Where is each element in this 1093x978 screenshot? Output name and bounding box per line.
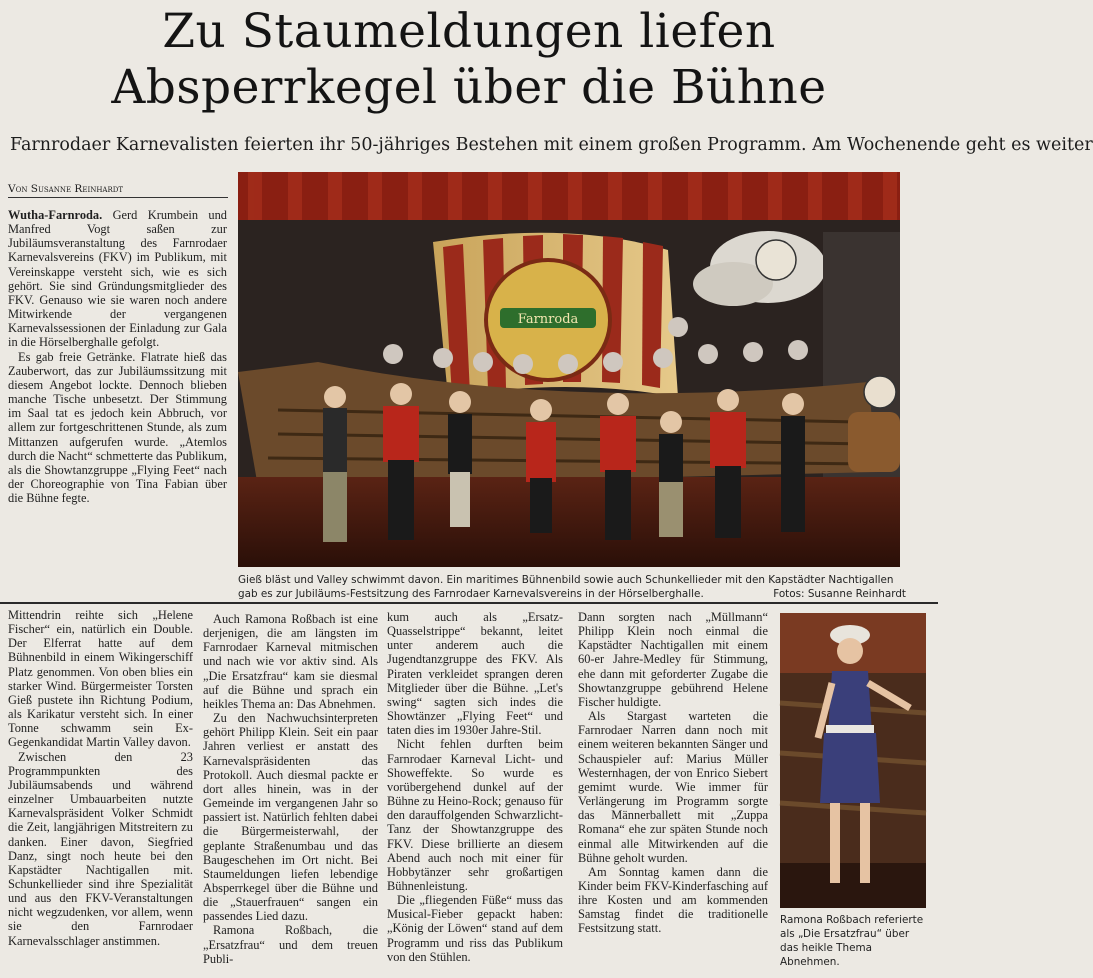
paragraph: Dann sorgten nach „Müllmann“ Philipp Klein noch einmal die Kapstädter Nachtigallen mit einem 60-er Jahre-Medley für Stimmung, ehe dann mit geforderter Zugabe die Showtanzgruppe gebührend Helene Fischer huldigte. xyxy=(578,610,768,709)
paragraph: Auch Ramona Roßbach ist eine derjenigen, die am längsten im Farnrodaer Karneval mitmischen und nach wie vor aktiv sind. Als „Die Ersatzfrau“ kam sie diesmal auf die Bühne und sprach ein heikles Thema an: Das Abnehmen. xyxy=(203,612,378,711)
column-3 xyxy=(387,610,563,976)
main-photo xyxy=(238,172,900,567)
stage-photo-illustration xyxy=(238,172,900,567)
paragraph: kum auch als „Ersatz-Quasselstrippe“ bekannt, leitet unter anderem auch die Jugendtanzgruppe des FKV. Als Piraten verkleidet sprangen deren Mitglieder über die Bühne. „Let's swing“ sagten sich indes die Showtänzer „Flying Feet“ und taten dies im 1930er Jahre-Stil. xyxy=(387,610,563,738)
paragraph: Nicht fehlen durften beim Farnrodaer Karneval Licht- und Showeffekte. So wurde es vorübergehend dunkel auf der Bühne zu Heino-Rock; genauso für den darauffolgenden Schwarzlicht-Tanz der Showtanzgruppe des FKV. Diese brillierte an diesem Abend auch noch mit einer für Hobbytänzer sehr großartigen Bühnenleistung. xyxy=(387,737,563,893)
subheadline: Farnrodaer Karnevalisten feierten ihr 50-jähriges Bestehen mit einem großen Programm. Am Wochenende geht es weiter xyxy=(10,135,1093,155)
side-photo-caption: Ramona Roßbach referierte als „Die Ersatzfrau“ über das heikle Thema Abnehmen. xyxy=(780,914,924,968)
paragraph-text: Gerd Krumbein und Manfred Vogt saßen zur Jubiläumsveranstaltung des Farnrodaer Karnevalsvereins (FKV) im Publikum, mit Vereinskappe versteht sich, wie es sich gehört. Sie sind Gründungsmitglieder des FKV. Genauso wie sie waren noch andere Mitwirkende der vergangenen Karnevalssessionen der Einladung zur Gala in die Hörselberghalle gefolgt. xyxy=(8,208,227,350)
column-4 xyxy=(578,610,768,976)
paragraph: Zu den Nachwuchsinterpreten gehört Philipp Klein. Seit ein paar Jahren verliest er anstatt des Karnevalspräsidenten das Protokoll. Auch diesmal packte er dort alles hinein, was in der Gemeinde im vergangenen Jahr so passiert ist. Natürlich fehlten dabei die Bürgermeisterwahl, der geplante Straßenumbau und das Baugeschehen im Ort nicht. Bei Staumeldungen liefen lebendige Absperrkegel über die Bühne und die „Stauerfrauen“ sangen ein passendes Lied dazu. xyxy=(203,711,378,924)
headline-line-2: Absperrkegel über die Bühne xyxy=(111,60,827,115)
performer-photo-illustration xyxy=(780,613,926,908)
sign-text: Farnroda xyxy=(517,312,579,327)
paragraph: Als Stargast warteten die Farnrodaer Narren dann noch mit einem weiteren bekannten Sänger und Schauspieler auf: Marius Müller Westernhagen, der von Enrico Siebert gemimt wurde. Wie immer für Verlängerung im Programm sorgte das Männerballett mit „Zuppa Romana“ ehe zur späten Stunde noch einmal alle Mitwirkenden auf die Bühne geholt wurden. xyxy=(578,709,768,865)
main-photo-caption xyxy=(238,574,906,601)
paragraph: Am Sonntag kamen dann die Kinder beim FKV-Kinderfasching auf ihre Kosten und am kommenden Samstag findet die traditionelle Festsitzung statt. xyxy=(578,864,768,936)
byline-text: Von Susanne Reinhardt xyxy=(8,183,124,195)
headline xyxy=(0,4,938,116)
dateline: Wutha-Farnroda. xyxy=(8,208,103,222)
paragraph xyxy=(8,208,227,350)
caption-text: Gieß bläst und Valley schwimmt davon. Ein maritimes Bühnenbild sowie auch Schunkellieder mit den Kapstädter Nachtigallen gab es zur Jubiläums-Festsitzung des Farnrodaer Karnevalsvereins in der Hörselberghalle. xyxy=(238,574,894,600)
divider-rule xyxy=(0,602,938,604)
headline-line-1: Zu Staumeldungen liefen xyxy=(162,4,776,59)
paragraph: Es gab freie Getränke. Flatrate hieß das Zauberwort, das zur Jubiläumssitzung mit diesem Angebot lockte. Dennoch blieben manche Tische unbesetzt. Der Stimmung im Saal tat es jedoch kein Abbruch, vor allem zur fortgeschrittenen Stunde, als zum Mittanzen aufgerufen wurde. „Atemlos durch die Nacht“ schmetterte das Publikum, als die Showtanzgruppe „Flying Feet“ nach der Choreographie von Tina Fabian über die Bühne fegte. xyxy=(8,349,227,506)
column-1-upper xyxy=(8,208,227,600)
side-photo xyxy=(780,613,926,908)
byline xyxy=(8,183,228,198)
column-2 xyxy=(203,612,378,976)
paragraph: Zwischen den 23 Programmpunkten des Jubiläumsabends und während einzelner Umbauarbeiten nutzte Karnevalspräsident Volker Schmidt die Zeit, langjährigen Mitstreitern zu danken. Einer davon, Siegfried Danz, singt noch heute bei den Kapstädter Nachtigallen mit. Schunkellieder sind ihre Spezialität und aus den FKV-Veranstaltungen nicht wegzudenken, vor allem, wenn sie den Farnrodaer Karnevalsschlager anstimmen. xyxy=(8,749,193,948)
paragraph: Ramona Roßbach, die „Ersatzfrau“ und dem treuen Publi- xyxy=(203,923,378,966)
striped-sail xyxy=(433,233,678,397)
photo-credit: Fotos: Susanne Reinhardt xyxy=(773,587,906,600)
column-1-lower xyxy=(8,608,193,976)
paragraph: Mittendrin reihte sich „Helene Fischer“ ein, natürlich ein Double. Der Elferrat hatte auf dem Bühnenbild in einem Wikingerschiff Platz genommen. Von oben blies ein starker Wind. Bürgermeister Torsten Gieß pustete ihn Richtung Podium, als Karikatur versteht sich. In einer Tonne schwamm sein Ex-Gegenkandidat Martin Valley davon. xyxy=(8,608,193,750)
paragraph: Die „fliegenden Füße“ muss das Musical-Fieber gepackt haben: „König der Löwen“ stand auf dem Programm und riss das Publikum von den Stühlen. xyxy=(387,893,563,964)
